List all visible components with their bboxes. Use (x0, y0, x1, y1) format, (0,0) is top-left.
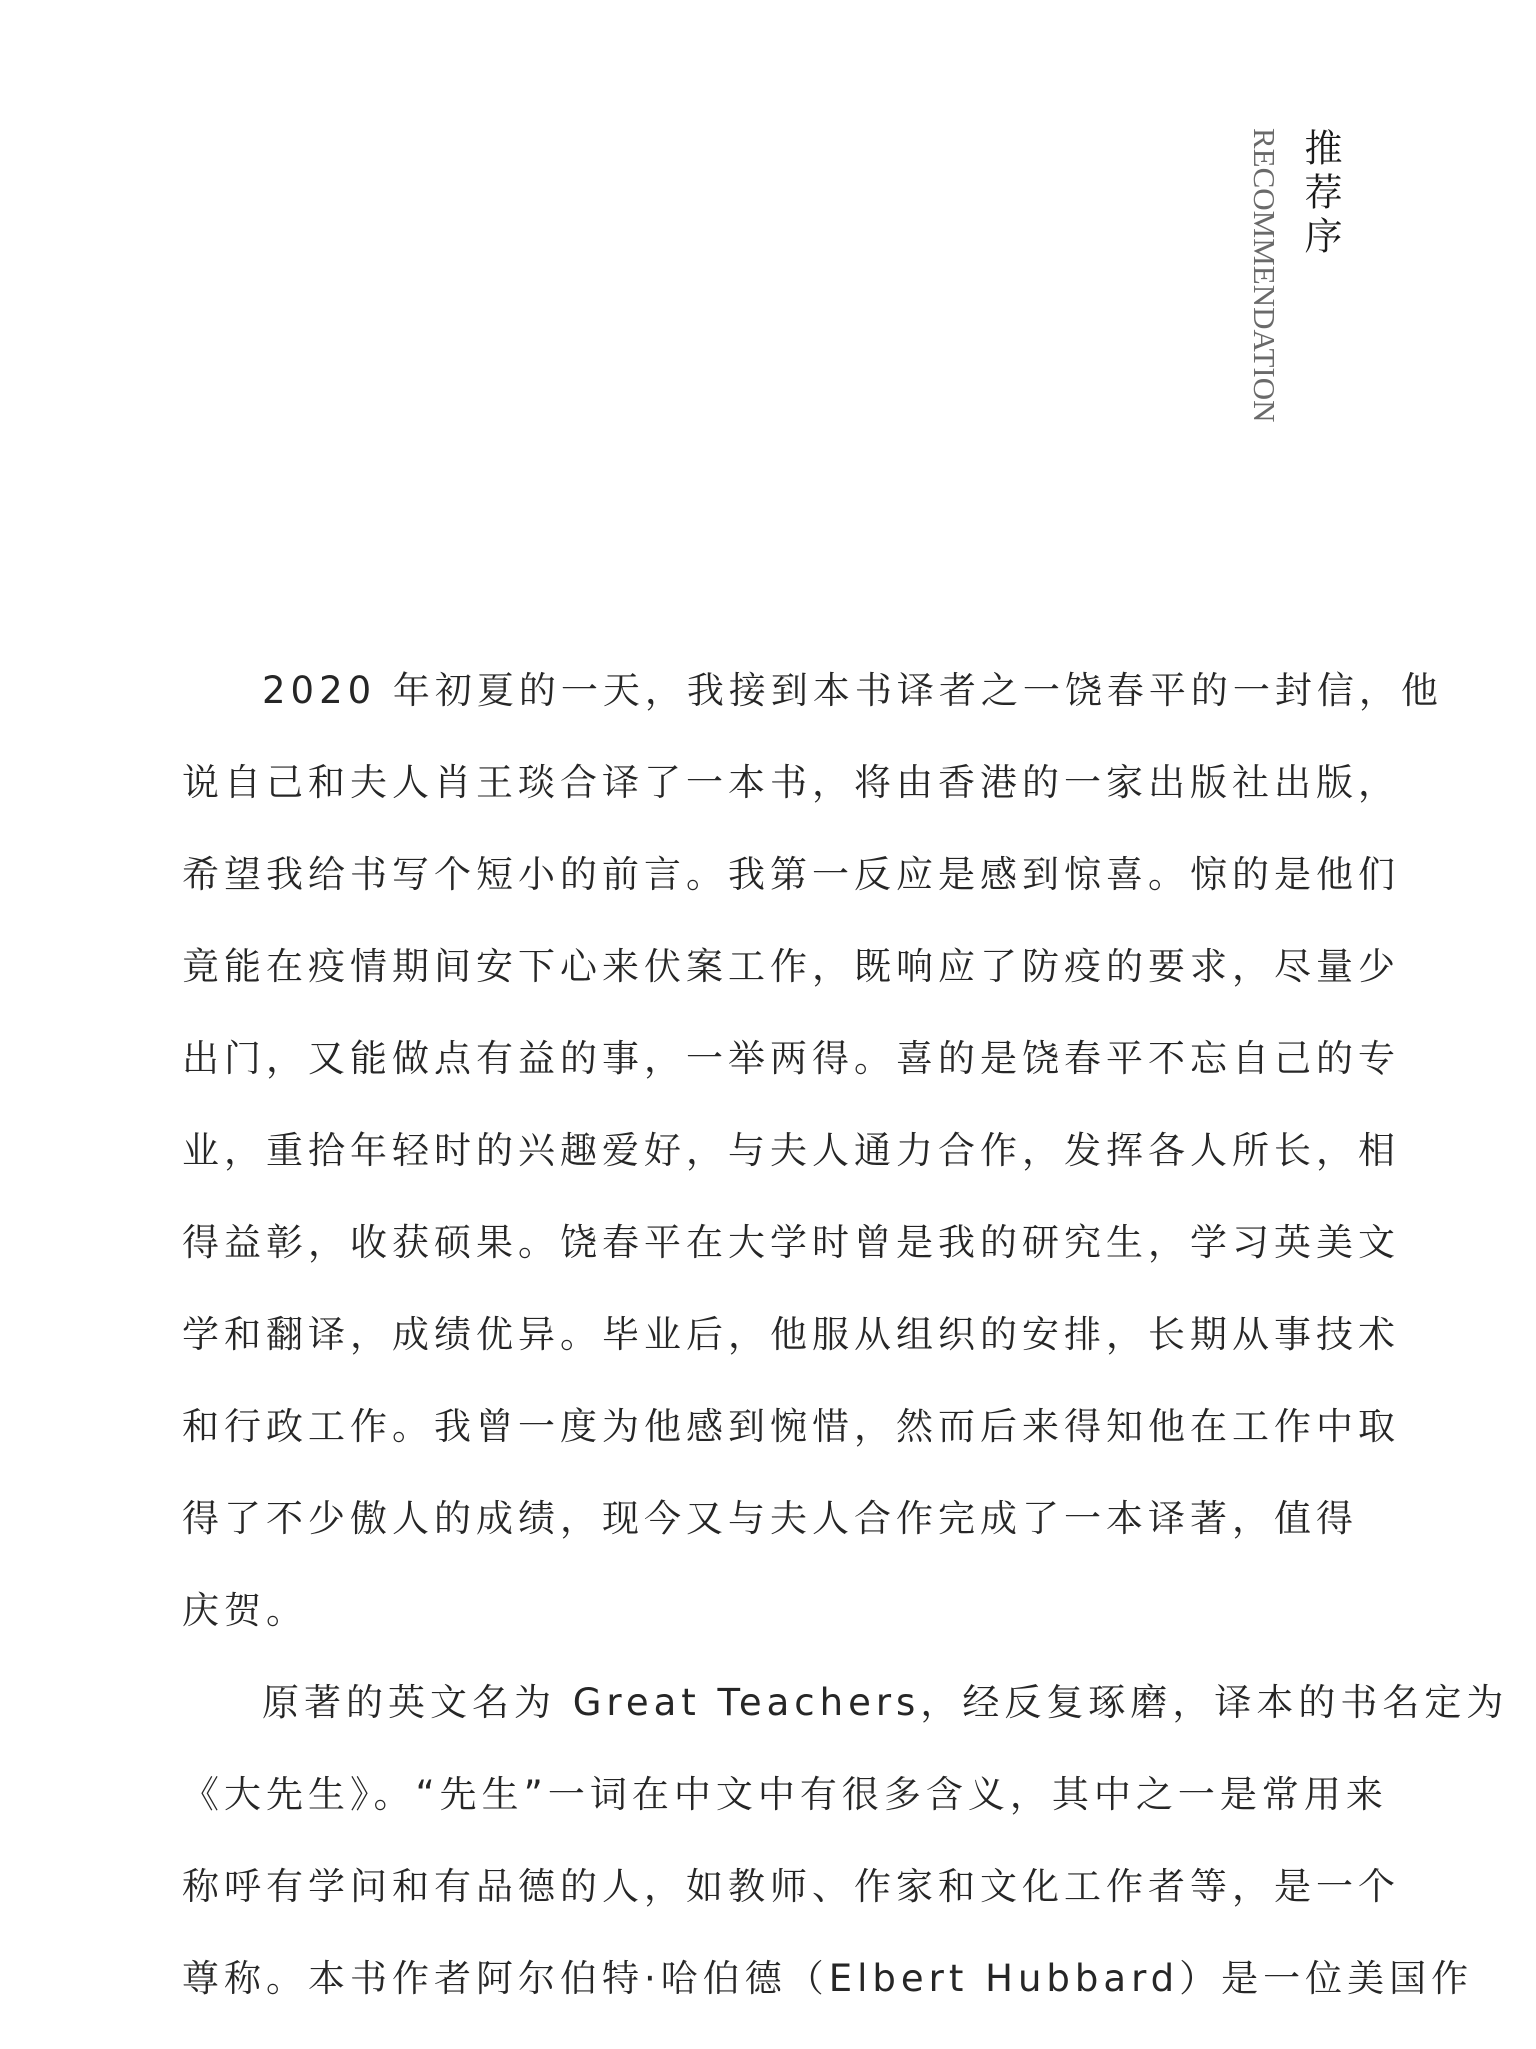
text-line: 《大先生》。“先生”一词在中文中有很多含义，其中之一是常用来 (182, 1773, 1388, 1816)
text-line: 得益彰，收获硕果。饶春平在大学时曾是我的研究生，学习英美文 (182, 1221, 1400, 1264)
section-title-en: RECOMMENDATION (1247, 128, 1282, 423)
text-line: 称呼有学问和有品德的人，如教师、作家和文化工作者等，是一个 (182, 1865, 1400, 1908)
body-text (182, 645, 1509, 2025)
text-line: 学和翻译，成绩优异。毕业后，他服从组织的安排，长期从事技术 (182, 1313, 1400, 1356)
text-line: 业，重拾年轻时的兴趣爱好，与夫人通力合作，发挥各人所长，相 (182, 1129, 1400, 1172)
text-line: 和行政工作。我曾一度为他感到惋惜，然而后来得知他在工作中取 (182, 1405, 1400, 1448)
text-line: 2020 年初夏的一天，我接到本书译者之一饶春平的一封信，他 (262, 669, 1443, 712)
text-line: 得了不少傲人的成绩，现今又与夫人合作完成了一本译著，值得 (182, 1497, 1358, 1540)
section-title-cn: 推荐序 (1298, 128, 1342, 260)
text-line: 竟能在疫情期间安下心来伏案工作，既响应了防疫的要求，尽量少 (182, 945, 1400, 988)
text-line: 庆贺。 (182, 1589, 308, 1632)
text-line: 说自己和夫人肖王琰合译了一本书，将由香港的一家出版社出版， (182, 761, 1400, 804)
text-line: 原著的英文名为 Great Teachers，经反复琢磨，译本的书名定为 (262, 1681, 1509, 1724)
text-line: 出门，又能做点有益的事，一举两得。喜的是饶春平不忘自己的专 (182, 1037, 1400, 1080)
text-line: 希望我给书写个短小的前言。我第一反应是感到惊喜。惊的是他们 (182, 853, 1400, 896)
text-line: 尊称。本书作者阿尔伯特·哈伯德（Elbert Hubbard）是一位美国作 (182, 1957, 1474, 2000)
